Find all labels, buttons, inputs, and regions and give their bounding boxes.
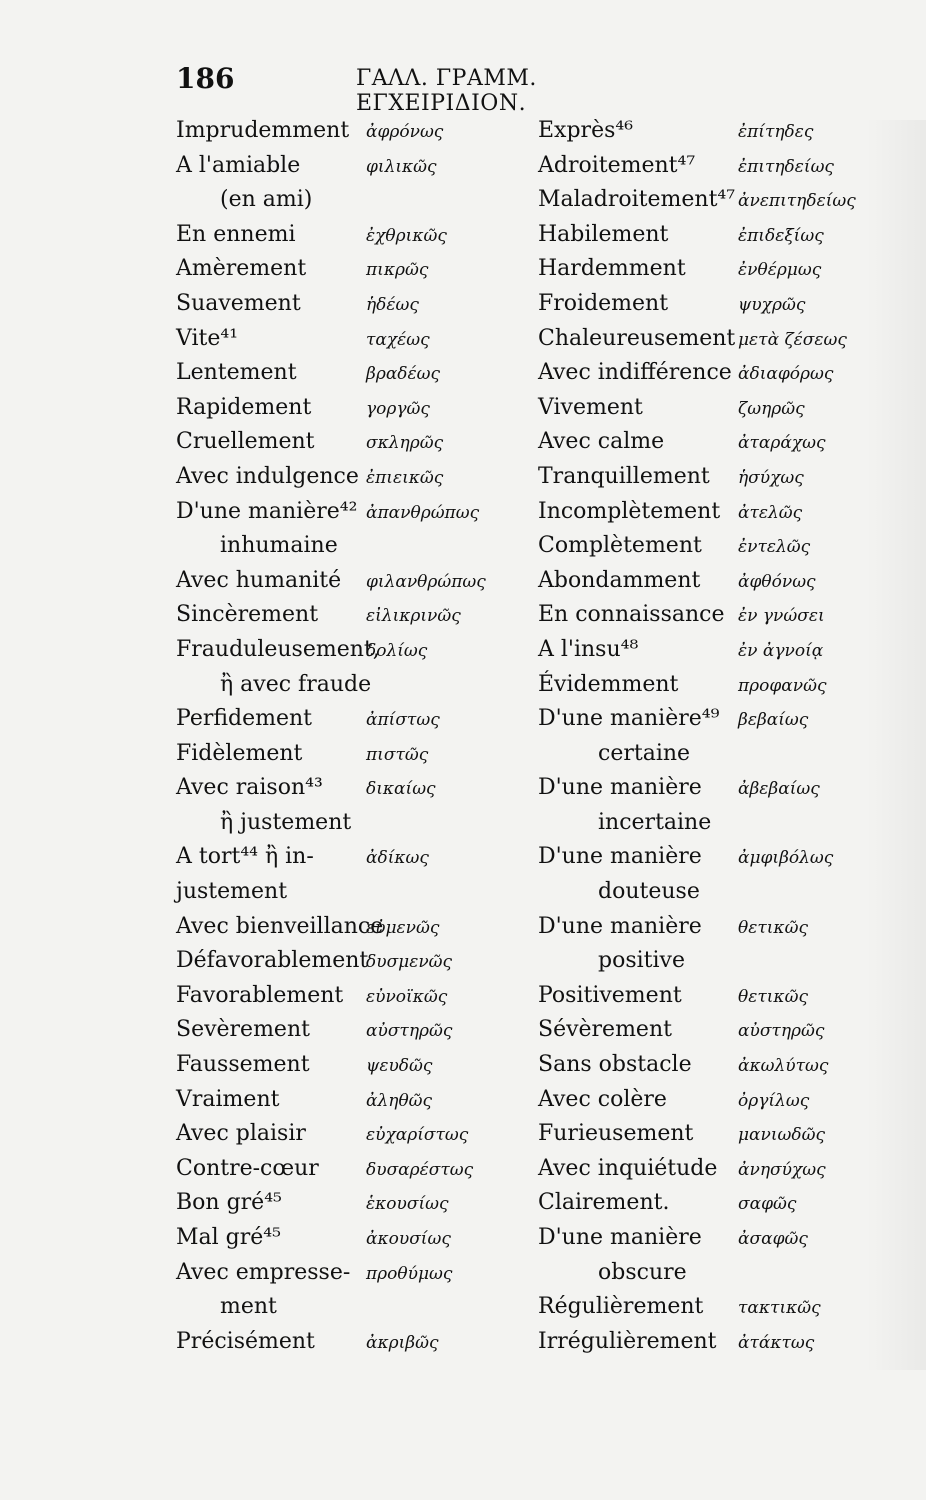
greek-term: τακτικῶς <box>738 1298 821 1319</box>
french-term: D'une manière <box>538 913 702 939</box>
greek-term: ἐντελῶς <box>738 537 811 558</box>
french-term: Incomplètement <box>538 498 721 524</box>
french-term: ἢ avec fraude <box>220 671 372 697</box>
french-term: Cruellement <box>176 429 315 455</box>
french-term: Imprudemment <box>176 118 350 143</box>
greek-term: ἀμφιβόλως <box>738 848 834 869</box>
greek-term: ἀπανθρώπως <box>366 502 480 523</box>
greek-term: γοργῶς <box>366 398 430 419</box>
vocab-row <box>176 393 536 428</box>
greek-term: ἡσύχως <box>738 467 804 488</box>
greek-term: δυσαρέστως <box>366 1159 474 1180</box>
french-term: ment <box>220 1294 277 1320</box>
french-term: Suavement <box>176 290 301 316</box>
vocab-row <box>538 1085 878 1120</box>
greek-term: πικρῶς <box>366 260 429 281</box>
greek-term: ἀταράχως <box>738 433 826 454</box>
french-term: Rapidement <box>176 394 312 420</box>
greek-term: ταχέως <box>366 329 430 350</box>
vocab-row <box>176 1258 536 1293</box>
vocab-row <box>176 1154 536 1189</box>
vocab-row <box>176 1223 536 1258</box>
french-term: Habilement <box>538 221 669 247</box>
vocab-row <box>176 773 536 808</box>
greek-term: εἰλικρινῶς <box>366 606 461 627</box>
page-header <box>176 62 696 116</box>
vocab-row <box>176 1015 536 1050</box>
french-term: inhumaine <box>220 533 338 559</box>
vocab-row <box>538 497 878 532</box>
french-term: Frauduleusement, <box>176 636 380 662</box>
vocab-row <box>538 324 878 359</box>
greek-term: ἑκουσίως <box>366 1194 449 1215</box>
vocab-row <box>176 116 536 151</box>
greek-term: ἀνησύχως <box>738 1159 826 1180</box>
vocab-row <box>538 704 878 739</box>
french-term: Exprès⁴⁶ <box>538 118 634 143</box>
french-term: Avec humanité <box>176 567 342 593</box>
french-term: Favorablement <box>176 982 344 1008</box>
vocab-row <box>176 531 536 566</box>
vocab-row <box>176 946 536 981</box>
french-term: A l'insu⁴⁸ <box>538 636 639 662</box>
greek-term: μανιωδῶς <box>738 1125 826 1146</box>
vocab-row <box>176 1188 536 1223</box>
vocab-row <box>538 566 878 601</box>
greek-term: εὐχαρίστως <box>366 1125 469 1146</box>
vocab-row <box>538 151 878 186</box>
vocab-row <box>176 566 536 601</box>
greek-term: θετικῶς <box>738 917 808 938</box>
greek-term: αὐστηρῶς <box>366 1021 453 1042</box>
vocab-row <box>176 462 536 497</box>
greek-term: ἐπιδεξίως <box>738 225 824 246</box>
vocab-row <box>538 358 878 393</box>
vocab-row <box>176 185 536 220</box>
vocab-row <box>176 1292 536 1327</box>
greek-term: θετικῶς <box>738 986 808 1007</box>
vocab-row <box>176 151 536 186</box>
vocab-row <box>538 1188 878 1223</box>
greek-term: ἡδέως <box>366 294 419 315</box>
french-term: Chaleureusement <box>538 325 736 351</box>
french-term: En connaissance <box>538 602 725 628</box>
greek-term: ἀκριβῶς <box>366 1332 439 1353</box>
greek-term: ὀργίλως <box>738 1090 810 1111</box>
greek-term: ἀτάκτως <box>738 1332 815 1353</box>
french-term: Vite⁴¹ <box>176 325 239 351</box>
vocab-row <box>538 185 878 220</box>
greek-term: δικαίως <box>366 779 436 800</box>
vocab-row <box>538 462 878 497</box>
french-term: Sincèrement <box>176 602 319 628</box>
french-term: D'une manière⁴² <box>176 498 358 524</box>
vocab-row <box>176 1119 536 1154</box>
french-term: Avec raison⁴³ <box>176 775 323 801</box>
greek-term: ἀνεπιτηδείως <box>738 191 856 212</box>
greek-term: ἐν ἀγνοίᾳ <box>738 640 824 661</box>
greek-term: ἐνθέρμως <box>738 260 822 281</box>
vocab-row <box>538 912 878 947</box>
vocab-row <box>538 946 878 981</box>
vocab-row <box>538 1119 878 1154</box>
vocab-row <box>538 842 878 877</box>
vocab-row <box>176 1327 536 1362</box>
french-term: A l'amiable <box>176 152 301 178</box>
french-term: Positivement <box>538 982 682 1008</box>
greek-term: φιλανθρώπως <box>366 571 486 592</box>
vocab-row <box>176 427 536 462</box>
greek-term: ἀκουσίως <box>366 1229 451 1249</box>
greek-term: ἀφρόνως <box>366 122 444 142</box>
vocab-row <box>538 600 878 635</box>
french-term: Froidement <box>538 290 669 316</box>
vocab-row <box>176 670 536 705</box>
vocab-row <box>176 289 536 324</box>
greek-term: ἐν γνώσει <box>738 606 825 627</box>
french-term: ἢ justement <box>220 809 352 835</box>
right-vocabulary-column <box>538 116 878 1361</box>
french-term: Amèrement <box>176 256 307 282</box>
french-term: Défavorablement <box>176 948 369 974</box>
vocab-row <box>538 289 878 324</box>
greek-term: βραδέως <box>366 364 441 385</box>
greek-term: πιστῶς <box>366 744 429 765</box>
page-edge-shadow <box>866 120 926 1370</box>
vocab-row <box>176 1050 536 1085</box>
french-term: Sans obstacle <box>538 1052 692 1078</box>
french-term: Clairement. <box>538 1190 670 1216</box>
french-term: justement <box>176 879 288 905</box>
french-term: Irrégulièrement <box>538 1328 717 1354</box>
french-term: Adroitement⁴⁷ <box>538 152 696 178</box>
greek-term: ζωηρῶς <box>738 398 805 419</box>
french-term: Complètement <box>538 533 702 559</box>
french-term: Vraiment <box>176 1086 280 1112</box>
greek-term: ἐχθρικῶς <box>366 225 447 246</box>
vocab-row <box>538 877 878 912</box>
vocab-row <box>538 808 878 843</box>
vocab-row <box>176 635 536 670</box>
french-term: Évidemment <box>538 671 679 697</box>
vocab-row <box>538 531 878 566</box>
french-term: incertaine <box>598 809 712 835</box>
french-term: Maladroitement⁴⁷ <box>538 187 736 213</box>
vocab-row <box>538 1154 878 1189</box>
greek-term: μετὰ ζέσεως <box>738 329 847 350</box>
french-term: Perfidement <box>176 706 313 732</box>
page-number: 186 <box>176 62 235 95</box>
french-term: Lentement <box>176 360 297 386</box>
vocab-row <box>176 220 536 255</box>
vocab-row <box>538 773 878 808</box>
greek-term: ἀτελῶς <box>738 502 803 523</box>
vocab-row <box>538 427 878 462</box>
greek-term: βεβαίως <box>738 710 809 731</box>
french-term: Régulièrement <box>538 1294 704 1320</box>
greek-term: ψευδῶς <box>366 1056 433 1077</box>
french-term: positive <box>598 948 685 974</box>
greek-term: ἀληθῶς <box>366 1090 433 1111</box>
french-term: Sevèrement <box>176 1017 310 1043</box>
french-term: Avec colère <box>538 1086 667 1112</box>
vocab-row <box>176 877 536 912</box>
vocab-row <box>176 324 536 359</box>
greek-term: ψυχρῶς <box>738 294 806 315</box>
greek-term: ἀφθόνως <box>738 571 816 592</box>
greek-term: αὐστηρῶς <box>738 1021 825 1042</box>
greek-term: σαφῶς <box>738 1194 797 1215</box>
french-term: Avec bienveillance <box>176 913 384 939</box>
french-term: Sévèrement <box>538 1017 672 1043</box>
french-term: Avec empresse- <box>176 1259 351 1285</box>
vocab-row <box>538 116 878 151</box>
french-term: Mal gré⁴⁵ <box>176 1225 281 1250</box>
french-term: Avec plaisir <box>176 1121 306 1147</box>
french-term: D'une manière <box>538 1225 702 1250</box>
vocab-row <box>538 220 878 255</box>
vocab-row <box>538 1258 878 1293</box>
greek-term: ἐπίτηδες <box>738 122 814 142</box>
french-term: Avec inquiétude <box>538 1155 718 1181</box>
french-term: Contre-cœur <box>176 1155 319 1181</box>
vocab-row <box>176 600 536 635</box>
vocab-row <box>176 254 536 289</box>
french-term: D'une manière⁴⁹ <box>538 706 720 732</box>
greek-term: ἀσαφῶς <box>738 1229 808 1249</box>
french-term: obscure <box>598 1259 687 1285</box>
french-term: En ennemi <box>176 221 296 247</box>
greek-term: ἐπιεικῶς <box>366 467 444 488</box>
french-term: Avec indulgence <box>176 463 359 489</box>
greek-term: ἀδιαφόρως <box>738 364 834 385</box>
french-term: douteuse <box>598 879 700 905</box>
vocab-row <box>538 1292 878 1327</box>
french-term: D'une manière <box>538 775 702 801</box>
vocab-row <box>538 1223 878 1258</box>
greek-term: ἐπιτηδείως <box>738 156 834 177</box>
running-title: ΓΑΛΛ. ΓΡΑΜΜ. ΕΓΧΕΙΡΙΔΙΟΝ. <box>356 66 537 116</box>
vocab-row <box>176 704 536 739</box>
vocab-row <box>538 254 878 289</box>
greek-term: ἀκωλύτως <box>738 1056 829 1077</box>
vocab-row <box>538 635 878 670</box>
vocab-row <box>538 1050 878 1085</box>
vocab-row <box>176 842 536 877</box>
greek-term: προθύμως <box>366 1263 453 1284</box>
french-term: A tort⁴⁴ ἢ in- <box>176 844 314 870</box>
french-term: Abondamment <box>538 567 701 593</box>
vocab-row <box>176 739 536 774</box>
french-term: Furieusement <box>538 1121 694 1147</box>
vocab-row <box>538 393 878 428</box>
greek-term: σκληρῶς <box>366 433 444 454</box>
greek-term: ἀδίκως <box>366 848 429 869</box>
vocab-row <box>538 739 878 774</box>
french-term: Avec indifférence <box>538 360 732 386</box>
greek-term: δυσμενῶς <box>366 952 453 973</box>
vocab-row <box>176 358 536 393</box>
french-term: D'une manière <box>538 844 702 870</box>
left-vocabulary-column <box>176 116 536 1361</box>
vocab-row <box>538 1327 878 1362</box>
french-term: Faussement <box>176 1052 310 1078</box>
french-term: Hardemment <box>538 256 686 282</box>
vocab-row <box>176 808 536 843</box>
greek-term: εὐμενῶς <box>366 917 440 938</box>
greek-term: δολίως <box>366 640 428 661</box>
french-term: Tranquillement <box>538 463 710 489</box>
greek-term: ἀβεβαίως <box>738 779 820 800</box>
french-term: Avec calme <box>538 429 665 455</box>
vocab-row <box>176 1085 536 1120</box>
vocab-row <box>538 1015 878 1050</box>
french-term: Vivement <box>538 394 643 420</box>
vocab-row <box>538 670 878 705</box>
greek-term: φιλικῶς <box>366 156 437 177</box>
vocab-row <box>538 981 878 1016</box>
greek-term: προφανῶς <box>738 675 827 696</box>
french-term: Fidèlement <box>176 740 303 766</box>
french-term: Bon gré⁴⁵ <box>176 1190 282 1216</box>
greek-term: εὐνοϊκῶς <box>366 986 448 1007</box>
french-term: (en ami) <box>220 187 313 213</box>
french-term: certaine <box>598 740 691 766</box>
vocab-row <box>176 497 536 532</box>
vocab-row <box>176 981 536 1016</box>
vocab-row <box>176 912 536 947</box>
french-term: Précisément <box>176 1328 315 1354</box>
greek-term: ἀπίστως <box>366 710 440 731</box>
